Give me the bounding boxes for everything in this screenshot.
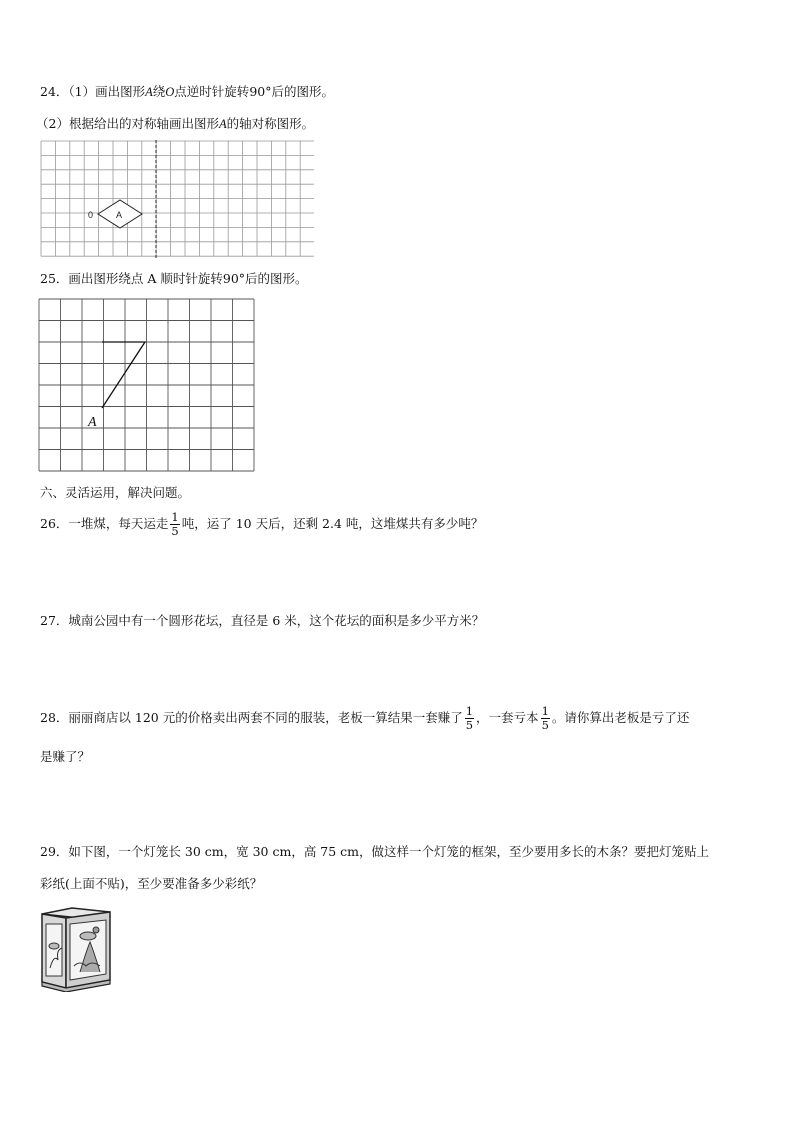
q24-grid-figure	[40, 140, 314, 260]
point-o-label: 0	[88, 210, 94, 220]
figure-label-a: A	[145, 85, 153, 99]
q25-text: 25．画出图形绕点 A 顺时针旋转90°后的图形。	[40, 271, 308, 286]
q24-part2: （2）根据给出的对称轴画出图形A的轴对称图形。	[36, 116, 315, 131]
fraction-one-fifth-1: $\frac{1}{5}$	[465, 704, 474, 732]
point-a-label: A	[88, 415, 97, 430]
fraction-one-fifth-2: $\frac{1}{5}$	[541, 704, 549, 732]
q28-line2: 是赚了？	[40, 749, 91, 764]
point-label-o: O	[165, 85, 175, 99]
q28-line1: 28．丽丽商店以 120 元的价格卖出两套不同的服装，老板一算结果一套赚了 $\frac{1}{5}$ ，一套亏本 $\frac{1}{5}$ 。请你算出老板是亏了还	[40, 704, 690, 732]
lantern-illustration	[36, 906, 116, 992]
q25-grid-figure	[38, 298, 256, 476]
angle-90: 90°	[249, 84, 272, 99]
q29-line1: 29．如下图，一个灯笼长 30 cm，宽 30 cm，高 75 cm，做这样一个灯笼的框架，至少要用多长的木条？要把灯笼贴上	[40, 844, 710, 859]
q26: 26．一堆煤，每天运走 $\frac{1}{5}$ 吨，运了 10 天后，还剩 2.4 吨，这堆煤共有多少吨？	[40, 510, 484, 538]
fraction-one-fifth: $\frac{1}{5}$	[171, 510, 179, 538]
figure-label-a-2: A	[218, 117, 227, 131]
right-triangle	[102, 342, 145, 408]
q24-part1: 24．（1）画出图形A绕O点逆时针旋转90°后的图形。	[40, 84, 334, 99]
section-6-title: 六、灵活运用，解决问题。	[40, 485, 191, 500]
q25-grid-lines	[39, 299, 254, 471]
shape-a-label: A	[116, 210, 123, 220]
q24-grid-lines	[41, 141, 314, 256]
q29-line2: 彩纸(上面不贴)，至少要准备多少彩纸？	[40, 876, 263, 891]
q27: 27．城南公园中有一个圆形花坛，直径是 6 米，这个花坛的面积是多少平方米？	[40, 613, 485, 628]
